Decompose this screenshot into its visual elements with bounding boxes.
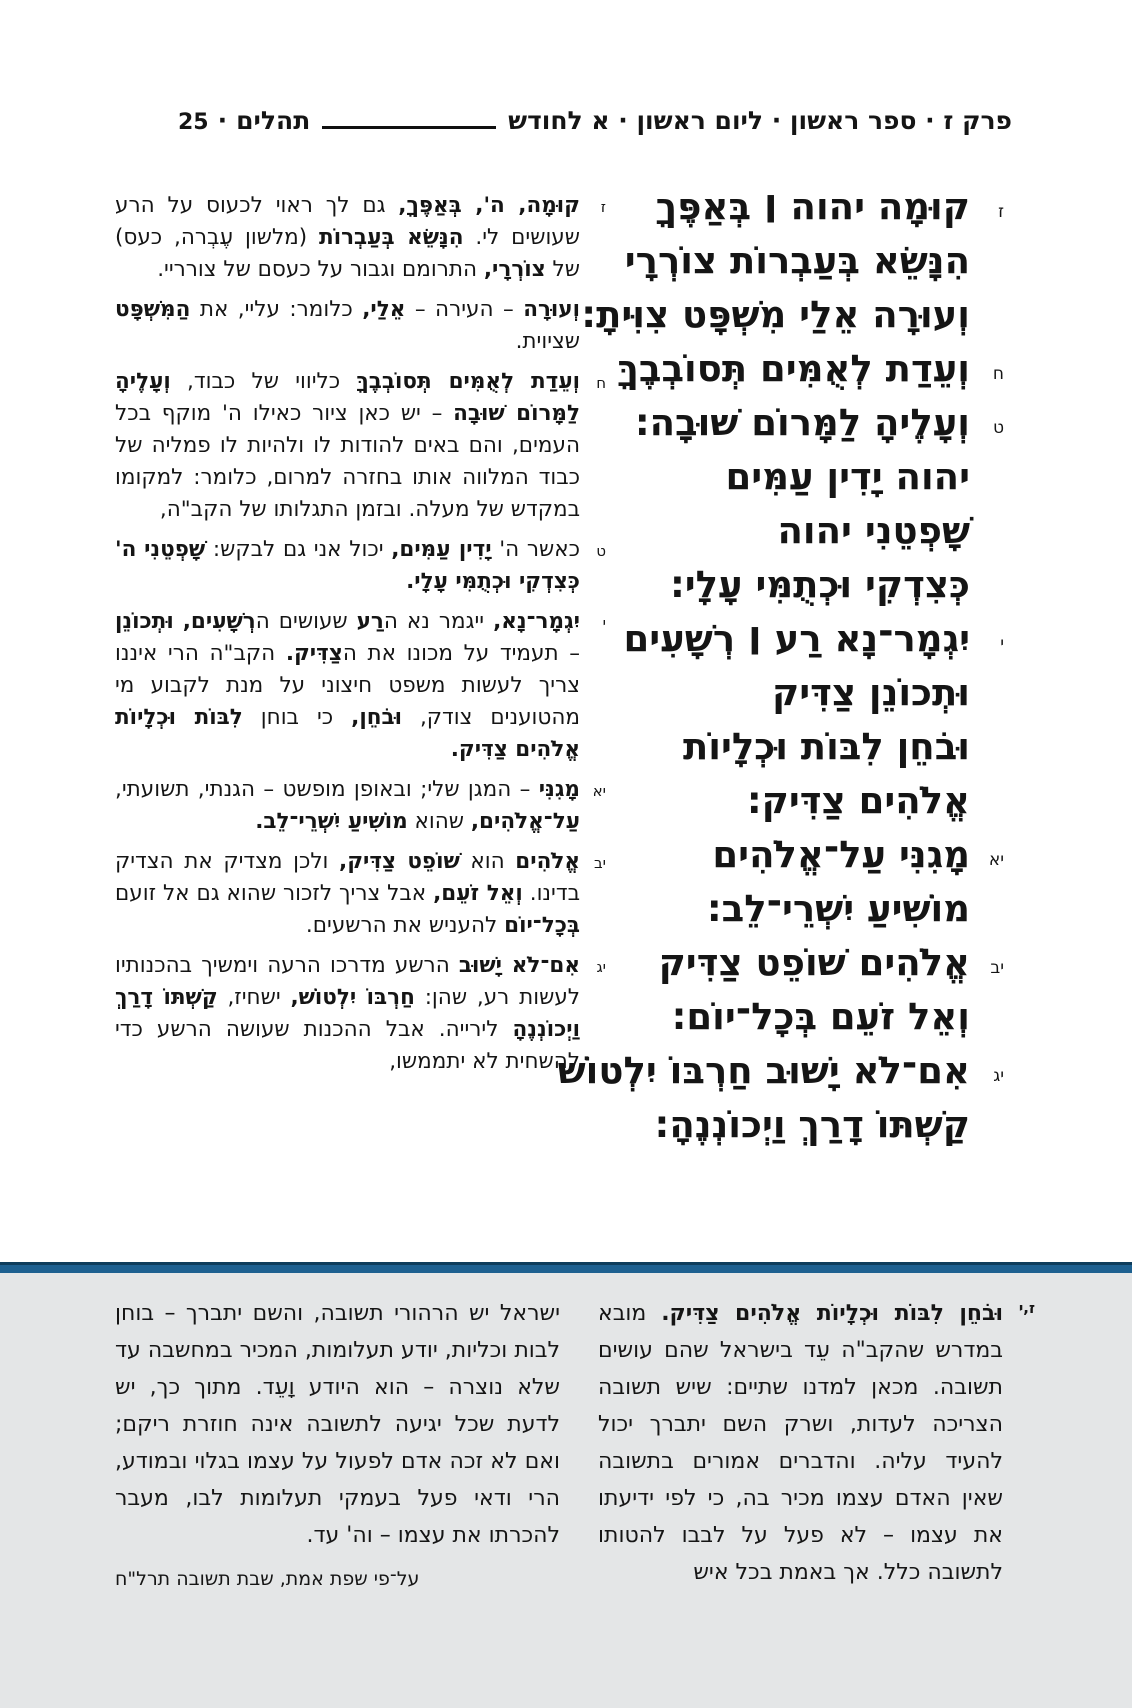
- source-attribution: על־פי שפת אמת, שבת תשובה תרל"ח: [115, 1568, 420, 1590]
- verse-number: ח: [596, 374, 606, 392]
- text-run: [174, 609, 183, 634]
- psalm-line-text: מָגִנִּי עַל־אֱלֹהִים: [712, 833, 970, 876]
- text-run: – יש כאן ציור כאילו ה' מוקף בכל העמים, והם באים להודות לו ולהיות לו פמליה של כבוד המלווה אותו בחזרה למרום, כלומר: למקומו במקדש של מעלה. ובזמן התגלותו של הקב"ה,: [115, 401, 580, 522]
- psalm-line-text: קַשְׁתּוֹ דָרַךְ וַיְכוֹנְנֶהָ:: [654, 1103, 970, 1146]
- text-run: – העירה –: [405, 297, 524, 322]
- text-run: ייגמר נא ה: [383, 609, 494, 634]
- verse-number: ז: [998, 202, 1004, 222]
- insight-left-column: [115, 1295, 560, 1590]
- commentary-paragraph: [115, 190, 606, 286]
- lead-word: וְאֵל זֹעֵם,: [433, 881, 523, 906]
- lead-word: וּתְכוֹנֵן: [115, 609, 174, 634]
- text-run: [136, 537, 144, 562]
- text-run: שעושים ה: [255, 609, 357, 634]
- text-run: הוא: [459, 849, 516, 874]
- lead-word: לִבּוֹת וּכְלָיוֹת אֱלֹהִים צַדִּיק.: [115, 705, 580, 762]
- lead-word: קוּמָה, ה', בְּאַפֶּךָ,: [398, 193, 580, 218]
- psalm-line: [507, 1098, 1012, 1152]
- insight-verse-marker: ז,י: [1018, 1299, 1035, 1317]
- psalm-line-text: וְעֵדַת לְאֻמִּים תְּסוֹבְבֶךָּ: [617, 347, 970, 390]
- verse-number: ח: [992, 364, 1004, 384]
- lead-word: אִם־לֹא יָשׁוּב: [458, 953, 580, 978]
- psalm-line-text: יהוה יָדִין עַמִּים: [725, 455, 970, 498]
- commentary-paragraph: [115, 774, 606, 838]
- psalm-line-text: כְּצִדְקִי וּכְתֻמִּי עָלָי:: [669, 563, 970, 606]
- lead-word: יָדִין עַמִּים,: [391, 537, 492, 562]
- psalm-line-text: אֱלֹהִים שׁוֹפֵט צַדִּיק: [658, 941, 970, 984]
- header-chapter-info: פרק ז · ספר ראשון · ליום ראשון · א לחודש: [508, 106, 1012, 135]
- commentary-paragraph: [115, 846, 606, 942]
- lead-word: אֵלַי,: [362, 297, 406, 322]
- verse-number: יב: [593, 854, 606, 872]
- commentary-column: [115, 190, 607, 1086]
- text-run: – תעמיד על מכונו את ה: [342, 641, 580, 666]
- lead-word: צַדִּיק.: [285, 641, 343, 666]
- psalm-line-text: קוּמָה יהוה ׀ בְּאַפֶּךָ: [655, 185, 970, 228]
- verse-number: י: [602, 614, 606, 632]
- text-run: כי בוחן: [242, 705, 352, 730]
- lead-word: הַמִּשְׁפָּט: [115, 297, 191, 322]
- insight-paragraph-right: [598, 1295, 1003, 1591]
- verse-number: ז: [600, 198, 606, 216]
- verse-number: י: [1000, 634, 1004, 654]
- lead-word: ה' כְּצִדְקִי וּכְתֻמִּי עָלָי.: [115, 537, 580, 594]
- commentary-paragraph: [115, 294, 580, 358]
- lead-word: בְּכָל־יוֹם: [504, 913, 580, 938]
- text-run: ולכן מצדיק את הצדיק בדינו.: [115, 849, 581, 906]
- commentary-paragraph: [115, 534, 606, 598]
- lead-word: וּבֹחֵן לִבּוֹת וּכְלָיוֹת אֱלֹהִים צַדִּיק.: [661, 1301, 1003, 1326]
- header-rule: [322, 126, 496, 129]
- page-number: 25: [178, 110, 209, 135]
- insight-paragraph-left: ישראל יש הרהורי תשובה, והשם יתברך – בוחן לבות וכליות, יודע תעלומות, המכיר במחשבה עד שלא נוצרה – הוא היודע וָעֵד. מתוך כך, יש לדעת שכל יגיעה לתשובה אינה חוזרת ריקם; ואם לא זכה אדם לפעול על עצמו בגלוי ובמודע, הרי ודאי פעל בעמקי תעלומות לבו, מעבר להכרתו את עצמו – וה' עד.: [115, 1301, 560, 1548]
- psalm-line-text: וְעָלֶיהָ לַמָּרוֹם שׁוּבָה:: [634, 401, 970, 444]
- psalm-line-text: הִנָּשֵׂא בְּעַבְרוֹת צוֹרְרָי: [624, 239, 970, 282]
- psalm-line-text: אִם־לֹא יָשׁוּב חַרְבּוֹ יִלְטוֹשׁ: [557, 1049, 970, 1092]
- psalm-line-text: שָׁפְטֵנִי יהוה: [777, 509, 970, 552]
- verse-number: יב: [990, 958, 1004, 978]
- lead-word: חַרְבּוֹ יִלְטוֹשׁ,: [290, 985, 415, 1010]
- verse-number: ט: [992, 418, 1004, 438]
- lead-word: רְשָׁעִים,: [182, 609, 256, 634]
- text-run: שציוית.: [515, 329, 580, 354]
- insight-section: [0, 1273, 1132, 1708]
- lead-word: שׁוֹפֵט צַדִּיק,: [339, 849, 460, 874]
- text-run: שהוא: [407, 809, 471, 834]
- section-divider-rule: [0, 1262, 1132, 1273]
- text-run: להעניש את הרשעים.: [305, 913, 505, 938]
- lead-word: קַשְׁתּוֹ דָרַךְ וַיְכוֹנְנֶהָ: [115, 985, 580, 1042]
- commentary-paragraph: [115, 606, 606, 766]
- lead-word: יִגְמָר־נָא,: [493, 609, 580, 634]
- text-run: אבל צריך לזכור שהוא גם אל זועם: [115, 881, 434, 906]
- lead-word: אֱלֹהִים: [515, 849, 580, 874]
- text-run: הרשע מדרכו הרעה וימשיך בהכנותיו לעשות רע, שהן:: [115, 953, 580, 1010]
- psalm-line-text: מוֹשִׁיעַ יִשְׁרֵי־לֵב:: [706, 887, 970, 930]
- psalm-line-text: וּבֹחֵן לִבּוֹת וּכְלָיוֹת: [683, 725, 970, 768]
- lead-word: וּבֹחֵן,: [351, 705, 402, 730]
- psalm-line-text: וְעוּרָה אֵלַי מִשְׁפָּט צִוִּיתָ:: [581, 293, 970, 336]
- lead-word: וְעָלֶיהָ לַמָּרוֹם שׁוּבָה: [115, 369, 580, 426]
- text-run: הקב"ה הרי איננו צריך לעשות משפט חיצוני על מנת לקבוע מי מהטוענים צודק,: [115, 641, 580, 730]
- lead-word: וְעוּרָה: [523, 297, 580, 322]
- commentary-paragraph: [115, 950, 606, 1078]
- psalm-line-text: יִגְמָר־נָא רַע ׀ רְשָׁעִים: [623, 617, 970, 660]
- psalm-line-text: אֱלֹהִים צַדִּיק:: [746, 779, 970, 822]
- text-run: גם לך ראוי לכעוס על הרע שעושים לי.: [115, 193, 580, 250]
- book-title: תהלים: [236, 106, 311, 135]
- text-run: כלומר: עליי, את: [190, 297, 363, 322]
- text-run: ישחיז,: [217, 985, 291, 1010]
- text-run: התרומם וגבור על כעסם של צורריי.: [157, 257, 484, 282]
- lead-word: שָׁפְטֵנִי: [144, 537, 206, 562]
- text-run: כליווי של כבוד,: [170, 369, 357, 394]
- text-run: יכול אני גם לבקש:: [205, 537, 392, 562]
- verse-number: יא: [592, 782, 606, 800]
- lead-word: וְעֵדַת לְאֻמִּים תְּסוֹבְבֶךָּ: [356, 369, 580, 394]
- lead-word: צוֹרְרָי,: [483, 257, 546, 282]
- header-separator-dot: ·: [217, 106, 228, 135]
- verse-number: יא: [988, 850, 1004, 870]
- text-run: (מלשון עֶבְרה, כעס) של: [115, 225, 580, 282]
- verse-number: יג: [993, 1066, 1004, 1086]
- text-run: מובא במדרש שהקב"ה עֵד בישראל שהם עושים תשובה. מכאן למדנו שתיים: שיש תשובה הצריכה לעדות, ושרק השם יתברך יכול להעיד עליה. והדברים אמורים בתשובה שאין האדם עצמו מכיר בה, כי לפי ידיעתו את עצמו – לא פעל על לבבו להטותו לתשובה כלל. אך באמת בכל איש: [598, 1301, 1003, 1585]
- text-run: – המגן שלי; ובאופן מופשט – הגנתי, תשועתי,: [115, 777, 539, 802]
- verse-number: ט: [596, 542, 606, 560]
- text-run: כאשר ה': [491, 537, 580, 562]
- verse-number: יג: [596, 958, 606, 976]
- lead-word: מָגִנִּי: [538, 777, 580, 802]
- page-header: [178, 106, 1012, 135]
- insight-right-column: [598, 1295, 1035, 1591]
- psalm-line-text: וּתְכוֹנֵן צַדִּיק: [771, 671, 970, 714]
- lead-word: מוֹשִׁיעַ יִשְׁרֵי־לֵב.: [255, 809, 408, 834]
- text-run: לירייה. אבל ההכנות שעושה הרשע כדי להשחית לא יתממשו,: [115, 1017, 580, 1074]
- lead-word: עַל־אֱלֹהִים,: [470, 809, 580, 834]
- commentary-paragraph: [115, 366, 606, 526]
- lead-word: רַע: [356, 609, 384, 634]
- header-book-and-page: [178, 106, 310, 135]
- lead-word: הִנָּשֵׂא בְּעַבְרוֹת: [319, 225, 464, 250]
- psalm-line-text: וְאֵל זֹעֵם בְּכָל־יוֹם:: [671, 995, 970, 1038]
